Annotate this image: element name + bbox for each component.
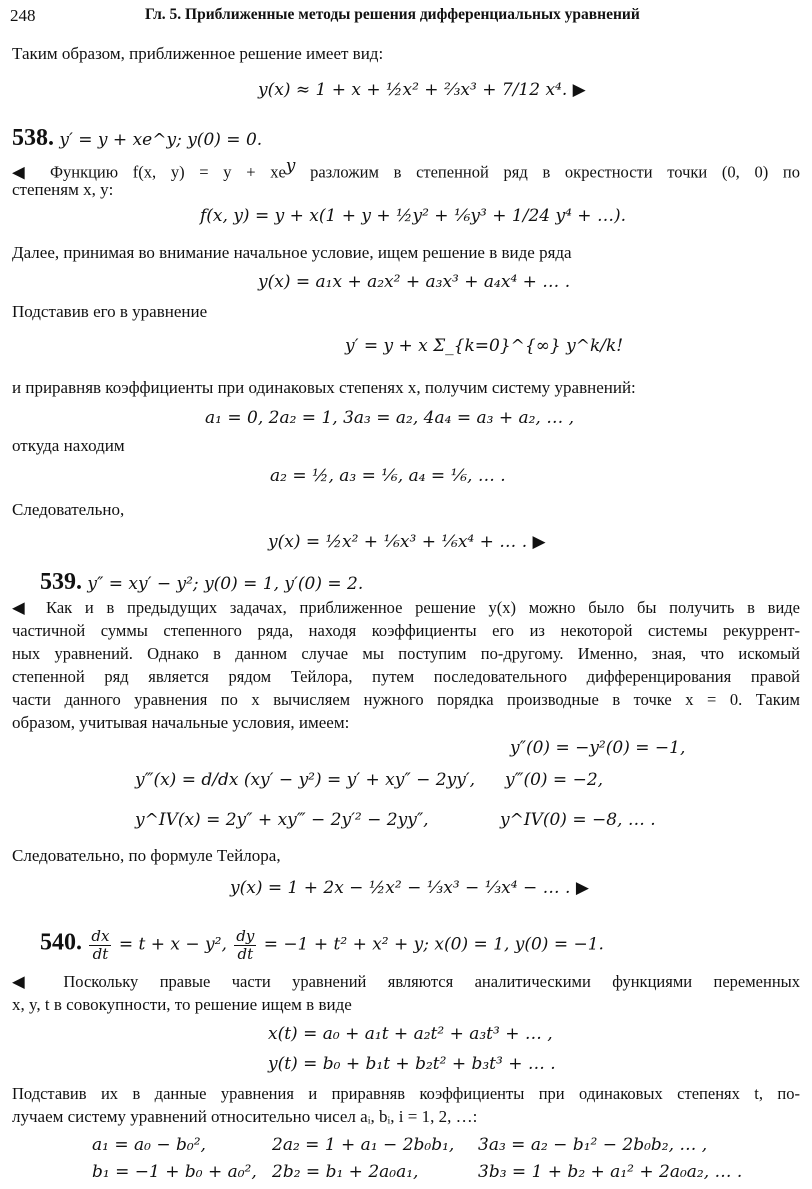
fraction-dy-dt: $\frac{dy}{dt}$ [236, 927, 255, 963]
intro-text: Таким образом, приближенное решение имеет вид: [12, 44, 384, 63]
text-fragment: = t + x − y², [118, 934, 227, 955]
problem-540-heading [40, 928, 604, 962]
paragraph-539-line-5: части данного уравнения по x вычисляем нужного порядка производные в точке x = 0. Таким [12, 690, 800, 709]
formula-d3-at-zero: y‴(0) = −2, [505, 770, 604, 790]
formula-system-b1: b₁ = −1 + b₀ + a₀², [92, 1162, 257, 1182]
problem-538-heading [12, 124, 262, 153]
running-header [10, 6, 800, 28]
formula-d4-general: y^IV(x) = 2y″ + xy‴ − 2y′² − 2yy″, [135, 810, 429, 830]
problem-539-heading [40, 568, 363, 597]
problem-number: 539. [40, 569, 82, 595]
paragraph-540-line-2: x, y, t в совокупности, то решение ищем в виде [12, 995, 352, 1014]
paragraph-539-line-6: образом, учитывая начальные условия, имеем: [12, 713, 350, 732]
superscript-y: y [285, 156, 296, 176]
formula-d4-at-zero: y^IV(0) = −8, … . [500, 810, 656, 830]
paragraph-539-line-4: степенной ряд является рядом Тейлора, путем последовательного дифференцирования правой [12, 667, 800, 686]
formula-system-a1: a₁ = a₀ − b₀², [92, 1135, 206, 1155]
formula-d2-at-zero: y″(0) = −y²(0) = −1, [510, 738, 686, 758]
formula-coef-values: a₂ = ½, a₃ = ⅙, a₄ = ⅙, … . [270, 466, 506, 486]
formula-system-a2: 2a₂ = 1 + a₁ − 2b₀b₁, [272, 1135, 455, 1155]
formula-series-form: y(x) = a₁x + a₂x² + a₃x³ + a₄x⁴ + … . [258, 272, 571, 292]
formula-approx-solution: y(x) ≈ 1 + x + ½x² + ⅔x³ + 7/12 x⁴. ▶ [258, 80, 586, 100]
paragraph-538-line-2: степеням x, y: [12, 180, 114, 199]
formula-coef-system: a₁ = 0, 2a₂ = 1, 3a₃ = a₂, 4a₄ = a₃ + a₂, … , [205, 408, 575, 428]
paragraph-538-line-5: и приравняв коэффициенты при одинаковых степенях x, получим систему уравнений: [12, 378, 636, 397]
problem-statement: = −1 + t² + x² + y; x(0) = 1, y(0) = −1. [263, 934, 604, 955]
paragraph-538-line-3: Далее, принимая во внимание начальное условие, ищем решение в виде ряда [12, 243, 572, 262]
problem-number: 540. [40, 929, 82, 956]
formula-system-b2: 2b₂ = b₁ + 2a₀a₁, [272, 1162, 419, 1182]
formula-f-expansion: f(x, y) = y + x(1 + y + ½y² + ⅙y³ + 1/24 y⁴ + …). [200, 206, 626, 226]
formula-result-538: y(x) = ½x² + ⅙x³ + ⅙x⁴ + … . ▶ [268, 532, 546, 552]
problem-number: 538. [12, 125, 54, 151]
formula-d3-general: y‴(x) = d/dx (xy′ − y²) = y′ + xy″ − 2yy′, [135, 770, 476, 790]
paragraph-540-line-3: Подставив их в данные уравнения и приравняв коэффициенты при одинаковых степенях t, по- [12, 1084, 800, 1103]
problem-statement: y″ = xy′ − y²; y(0) = 1, y′(0) = 2. [87, 574, 364, 594]
chapter-title: Гл. 5. Приближенные методы решения дифференциальных уравнений [145, 6, 640, 23]
problem-statement: y′ = y + xe^y; y(0) = 0. [59, 130, 263, 150]
formula-y-series: y(t) = b₀ + b₁t + b₂t² + b₃t³ + … . [268, 1054, 556, 1074]
formula-equation-sum: y′ = y + x Σ_{k=0}^{∞} y^k/k! [345, 336, 624, 356]
paragraph-539-taylor: Следовательно, по формуле Тейлора, [12, 846, 281, 865]
formula-system-a3: 3a₃ = a₂ − b₁² − 2b₀b₂, … , [478, 1135, 708, 1155]
paragraph-538-line-7: Следовательно, [12, 500, 125, 519]
paragraph-540-line-4: лучаем систему уравнений относительно чисел aᵢ, bᵢ, i = 1, 2, …: [12, 1107, 478, 1126]
page-number: 248 [10, 6, 36, 25]
paragraph-539-line-1: ◀ Как и в предыдущих задачах, приближенное решение y(x) можно было бы получить в виде [12, 598, 800, 617]
fraction-dx-dt: $\frac{dx}{dt}$ [91, 927, 110, 963]
formula-x-series: x(t) = a₀ + a₁t + a₂t² + a₃t³ + … , [268, 1024, 553, 1044]
text-fragment: ◀ Функцию f(x, y) = y + xe [12, 162, 286, 182]
paragraph-538-line-6: откуда находим [12, 436, 125, 455]
text-fragment: разложим в степенной ряд в окрестности точки (0, 0) по [295, 162, 800, 182]
paragraph-538-line-4: Подставив его в уравнение [12, 302, 208, 321]
paragraph-540-line-1: ◀ Поскольку правые части уравнений являются аналитическими функциями переменных [12, 972, 800, 991]
formula-system-b3: 3b₃ = 1 + b₂ + a₁² + 2a₀a₂, … . [478, 1162, 743, 1182]
paragraph-539-line-3: ных уравнений. Однако в данном случае мы поступим по-другому. Именно, зная, что искомый [12, 644, 800, 663]
formula-result-539: y(x) = 1 + 2x − ½x² − ⅓x³ − ⅓x⁴ − … . ▶ [230, 878, 589, 898]
paragraph-539-line-2: частичной суммы степенного ряда, находя коэффициенты его из некоторой системы рекуррент- [12, 621, 800, 640]
paragraph-538-line-1 [12, 156, 800, 182]
